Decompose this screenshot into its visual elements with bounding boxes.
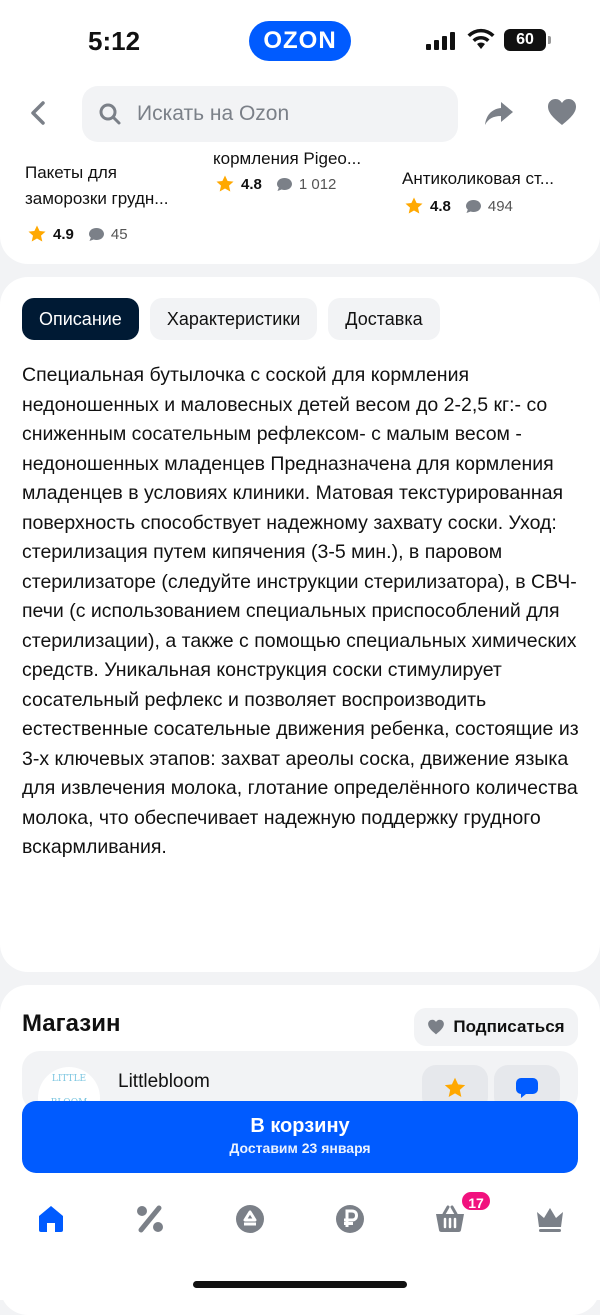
product-title: заморозки грудн...: [25, 189, 169, 208]
product-description: Специальная бутылочка с соской для кормления недоношенных и маловесных детей весом до 2-2,5 кг:- со сниженным сосательным рефлексом- с малым весом - недоношенных младенцев Предназначена для кормления младенцев в условиях клиники. Матовая текстурированная поверхность способствует надежному захвату соски. Уход: стерилизация путем кипячения (3-5 мин.), в паровом стерилизаторе (следуйте инструкции стерилизатора), в СВЧ-печи (с использованием специальных приспособлений для стерилизации), а также с помощью специальных химических средств. Уникальная конструкция соски стимулирует сосательный рефлекс и позволяет воспроизводить естественные сосательные движения ребенка, состоящие из 3-х ключевых этапов: захват ареолы соска, движение языка для извлечения молока, глотание определённого количества молока, что обеспечивает надежную поддержку грудного вскармливания.: [22, 364, 579, 858]
star-icon: [443, 1076, 467, 1100]
star-icon: [27, 224, 47, 244]
home-icon[interactable]: [35, 1203, 67, 1235]
star-icon: [404, 196, 424, 216]
product-title: Антиколиковая ст...: [402, 169, 555, 188]
rating-score: 4.9: [53, 225, 74, 243]
product-rating: [27, 224, 128, 244]
review-bubble-icon: [88, 227, 105, 242]
tab-description[interactable]: Описание: [22, 298, 139, 340]
ruble-icon[interactable]: [334, 1203, 366, 1235]
product-title: Пакеты для: [25, 163, 117, 182]
tab-characteristics[interactable]: Характеристики: [150, 298, 317, 340]
shop-name: Littlebloom: [118, 1071, 210, 1092]
rating-score: 4.8: [430, 197, 451, 215]
search-input[interactable]: [82, 86, 458, 142]
delivery-date: Доставим 23 января: [229, 1140, 371, 1156]
wifi-icon: [466, 28, 496, 50]
product-card[interactable]: [213, 146, 361, 172]
fresh-icon[interactable]: [234, 1203, 266, 1235]
tab-delivery[interactable]: Доставка: [328, 298, 439, 340]
chat-icon: [515, 1077, 539, 1099]
product-card[interactable]: [25, 136, 168, 212]
review-count: 494: [487, 197, 513, 215]
product-card[interactable]: [402, 166, 554, 192]
cart-icon[interactable]: [434, 1203, 466, 1235]
bottom-navigation: [0, 1175, 600, 1300]
product-rating: [215, 174, 336, 194]
shop-logo: LITTLE: [38, 1067, 100, 1129]
status-time: 5:12: [88, 26, 141, 56]
battery-icon: 60: [504, 29, 546, 51]
review-bubble-icon: [276, 177, 293, 192]
product-title: кормления Pigeo...: [213, 149, 362, 168]
home-indicator: [193, 1281, 407, 1288]
subscribe-label: Подписаться: [453, 1017, 565, 1036]
back-arrow-icon[interactable]: [22, 96, 56, 130]
tab-bar: [22, 298, 440, 340]
review-count: 1 012: [298, 175, 337, 193]
signal-icon: [426, 32, 458, 50]
search-placeholder: Искать на Ozon: [137, 102, 290, 125]
star-icon: [215, 174, 235, 194]
review-bubble-icon: [465, 199, 482, 214]
cart-count-badge: 17: [460, 1190, 492, 1212]
crown-icon[interactable]: [534, 1203, 566, 1235]
share-icon[interactable]: [482, 96, 516, 130]
description-card: [0, 277, 600, 972]
related-products: [0, 146, 600, 264]
favorite-heart-icon[interactable]: [546, 96, 578, 128]
rating-score: 4.8: [241, 175, 262, 193]
shop-section-title: Магазин: [22, 1010, 121, 1037]
subscribe-button[interactable]: [414, 1008, 578, 1046]
search-icon: [98, 102, 122, 126]
discount-icon[interactable]: [134, 1203, 166, 1235]
search-header: [0, 84, 600, 146]
status-bar: [0, 0, 600, 84]
heart-icon: [427, 1019, 445, 1035]
ozon-logo[interactable]: OZON: [249, 21, 351, 61]
review-count: 45: [110, 225, 128, 243]
product-rating: [404, 196, 513, 216]
cart-button-label: В корзину: [250, 1115, 350, 1137]
add-to-cart-button[interactable]: [22, 1101, 578, 1173]
